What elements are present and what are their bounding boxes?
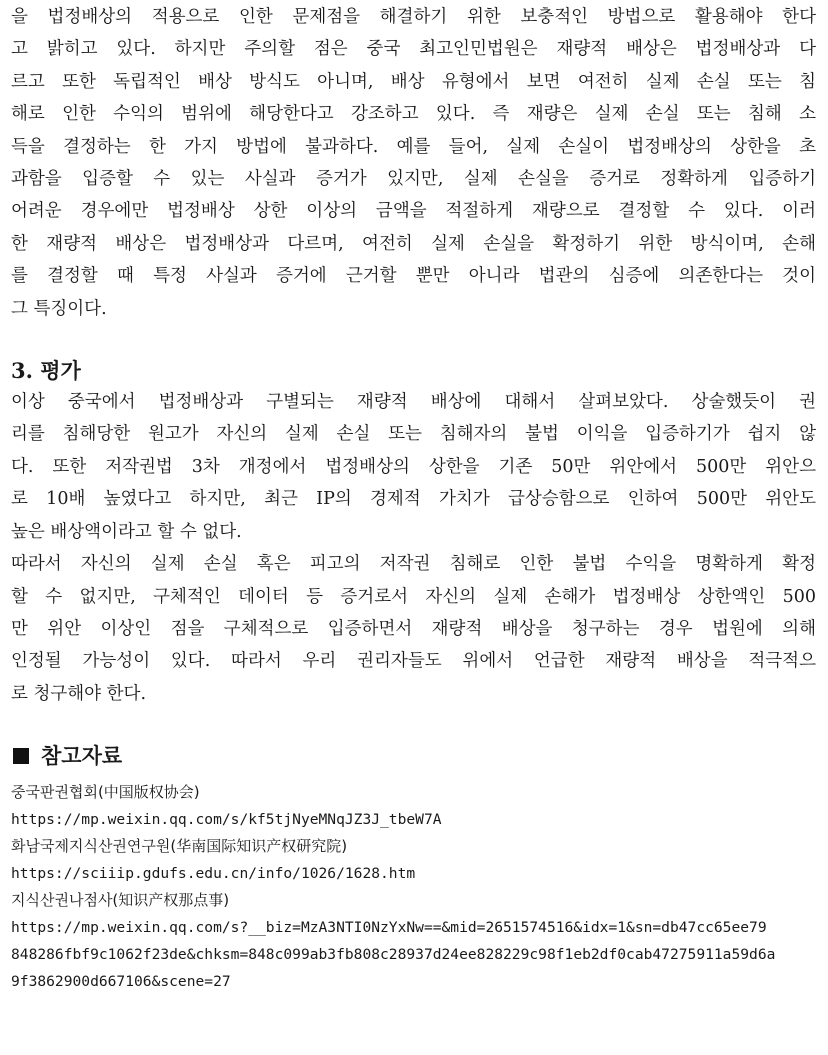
paragraph-line: 르고 또한 독립적인 배상 방식도 아니며, 배상 유형에서 보면 여전히 실제 손실 또는 침 [11,71,816,92]
paragraph-line: 그 특징이다. [11,298,107,319]
references-heading-text: 참고자료 [41,743,123,769]
paragraph-line: 로 청구해야 한다. [11,683,147,704]
paragraph-line: 득을 결정하는 한 가지 방법에 불과하다. 예를 들어, 실제 손실이 법정배상의 상한을 초 [11,136,816,157]
intro-paragraph [11,0,816,325]
section-heading-evaluation: 3. 평가 [11,358,81,384]
reference-link-continued[interactable]: 848286fbf9c1062f23de&chksm=848c099ab3fb808c28937d24ee828229c98f1eb2df0cab47275911a59d6a [11,946,776,964]
paragraph-line: 과함을 입증할 수 있는 사실과 증거가 있지만, 실제 손실을 증거로 정확하게 입증하기 [11,169,816,190]
reference-list [11,779,816,995]
paragraph-line: 한 재량적 배상은 법정배상과 다르며, 여전히 실제 손실을 확정하기 위한 방식이며, 손해 [11,233,816,254]
paragraph-line: 해로 인한 수익의 범위에 해당한다고 강조하고 있다. 즉 재량은 실제 손실 또는 침해 소 [11,104,816,125]
paragraph-line: 따라서 자신의 실제 손실 혹은 피고의 저작권 침해로 인한 불법 수익을 명확하게 확정 [11,554,816,575]
reference-link-continued[interactable]: 9f3862900d667106&scene=27 [11,973,231,991]
reference-link[interactable]: https://mp.weixin.qq.com/s/kf5tjNyeMNqJZ3J_tbeW7A [11,811,442,829]
paragraph-line: 고 밝히고 있다. 하지만 주의할 점은 중국 최고인민법원은 재량적 배상은 법정배상과 다 [11,39,816,60]
paragraph-line: 할 수 없지만, 구체적인 데이터 등 증거로서 자신의 실제 손해가 법정배상 상한액인 500 [11,586,816,607]
reference-link[interactable]: https://mp.weixin.qq.com/s?__biz=MzA3NTI0NzYxNw==&mid=2651574516&idx=1&sn=db47cc65ee79 [11,919,767,937]
paragraph-line: 를 결정할 때 특정 사실과 증거에 근거할 뿐만 아니라 법관의 심증에 의존한다는 것이 [11,266,816,287]
reference-source-name: 화남국제지식산권연구원(华南国际知识产权研究院) [11,837,348,856]
paragraph-line: 이상 중국에서 법정배상과 구별되는 재량적 배상에 대해서 살펴보았다. 상술했듯이 권 [11,392,816,413]
paragraph-line: 다. 또한 저작권법 3차 개정에서 법정배상의 상한을 기존 50만 위안에서 500만 위안으 [11,456,816,477]
reference-link[interactable]: https://sciiip.gdufs.edu.cn/info/1026/1628.htm [11,865,416,883]
paragraph-line: 을 법정배상의 적용으로 인한 문제점을 해결하기 위한 보충적인 방법으로 활용해야 한다 [11,7,816,27]
reference-source-name: 중국판권협회(中国版权协会) [11,783,200,802]
paragraph-line: 인정될 가능성이 있다. 따라서 우리 권리자들도 위에서 언급한 재량적 배상을 적극적으 [11,651,816,672]
paragraph-line: 리를 침해당한 원고가 자신의 실제 손실 또는 침해자의 불법 이익을 입증하기가 쉽지 않 [11,424,816,445]
paragraph-line: 어려운 경우에만 법정배상 상한 이상의 금액을 적절하게 재량으로 결정할 수 있다. 이러 [11,201,816,222]
evaluation-paragraph-2 [11,548,816,710]
reference-source-name: 지식산권나점사(知识产权那点事) [11,891,230,910]
square-bullet-icon [13,748,29,764]
paragraph-line: 높은 배상액이라고 할 수 없다. [11,521,242,542]
paragraph-line: 로 10배 높였다고 하지만, 최근 IP의 경제적 가치가 급상승함으로 인하여 500만 위안도 [11,489,816,510]
paragraph-line: 만 위안 이상인 점을 구체적으로 입증하면서 재량적 배상을 청구하는 경우 법원에 의해 [11,618,816,639]
evaluation-paragraph-1 [11,386,816,548]
section-heading-references [11,741,816,771]
